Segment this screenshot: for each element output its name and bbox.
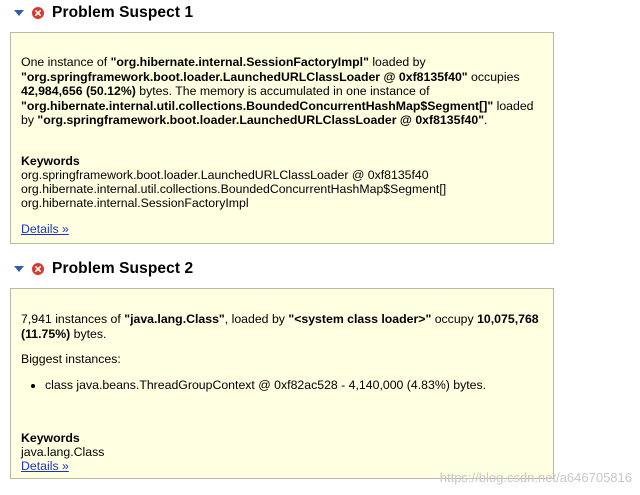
suspect-2-title: Problem Suspect 2	[52, 260, 194, 277]
suspect-1-description: One instance of "org.hibernate.internal.SessionFactoryImpl" loaded by "org.springframework.boot.loader.LaunchedURLClassLoader @ 0xf8135f40" occupies 42,984,656 (50.12%) bytes. The memory is accumulated in one instance of "org.hibernate.internal.util.collections.BoundedConcurrentHashMap$Segment[]" loaded by "org.springframework.boot.loader.LaunchedURLClassLoader @ 0xf8135f40".	[21, 55, 534, 127]
suspect-1-details-link[interactable]: Details »	[21, 222, 69, 236]
suspect-1-keyword: org.springframework.boot.loader.LaunchedURLClassLoader @ 0xf8135f40	[21, 168, 429, 182]
suspect-2-details-link[interactable]: Details »	[21, 459, 69, 473]
error-icon	[32, 7, 44, 19]
collapse-toggle-icon[interactable]	[14, 264, 24, 274]
error-icon	[32, 263, 44, 275]
suspect-1-details-row	[21, 222, 543, 237]
suspect-2-description: 7,941 instances of "java.lang.Class", loaded by "<system class loader>" occupy 10,075,768 (11.75%) bytes.	[21, 312, 539, 341]
suspect-1-header	[14, 0, 193, 26]
suspect-1-keyword: org.hibernate.internal.SessionFactoryImpl	[21, 196, 249, 210]
suspect-2-keyword: java.lang.Class	[21, 445, 105, 459]
watermark: https://blog.csdn.net/a646705816	[439, 470, 632, 485]
suspect-1-keyword: org.hibernate.internal.util.collections.BoundedConcurrentHashMap$Segment[]	[21, 182, 447, 196]
collapse-toggle-icon[interactable]	[14, 8, 24, 18]
suspect-1-title: Problem Suspect 1	[52, 4, 194, 21]
suspect-2-keywords-title: Keywords	[21, 431, 80, 445]
biggest-instances-list	[21, 378, 486, 393]
suspect-1-keywords-title: Keywords	[21, 154, 80, 168]
suspect-2-panel	[10, 288, 554, 479]
list-item: • class java.beans.ThreadGroupContext @ 0xf82ac528 - 4,140,000 (4.83%) bytes.	[45, 378, 486, 393]
suspect-2-header	[14, 256, 193, 282]
suspect-1-panel	[10, 32, 554, 244]
biggest-instances-label: Biggest instances:	[21, 352, 121, 366]
